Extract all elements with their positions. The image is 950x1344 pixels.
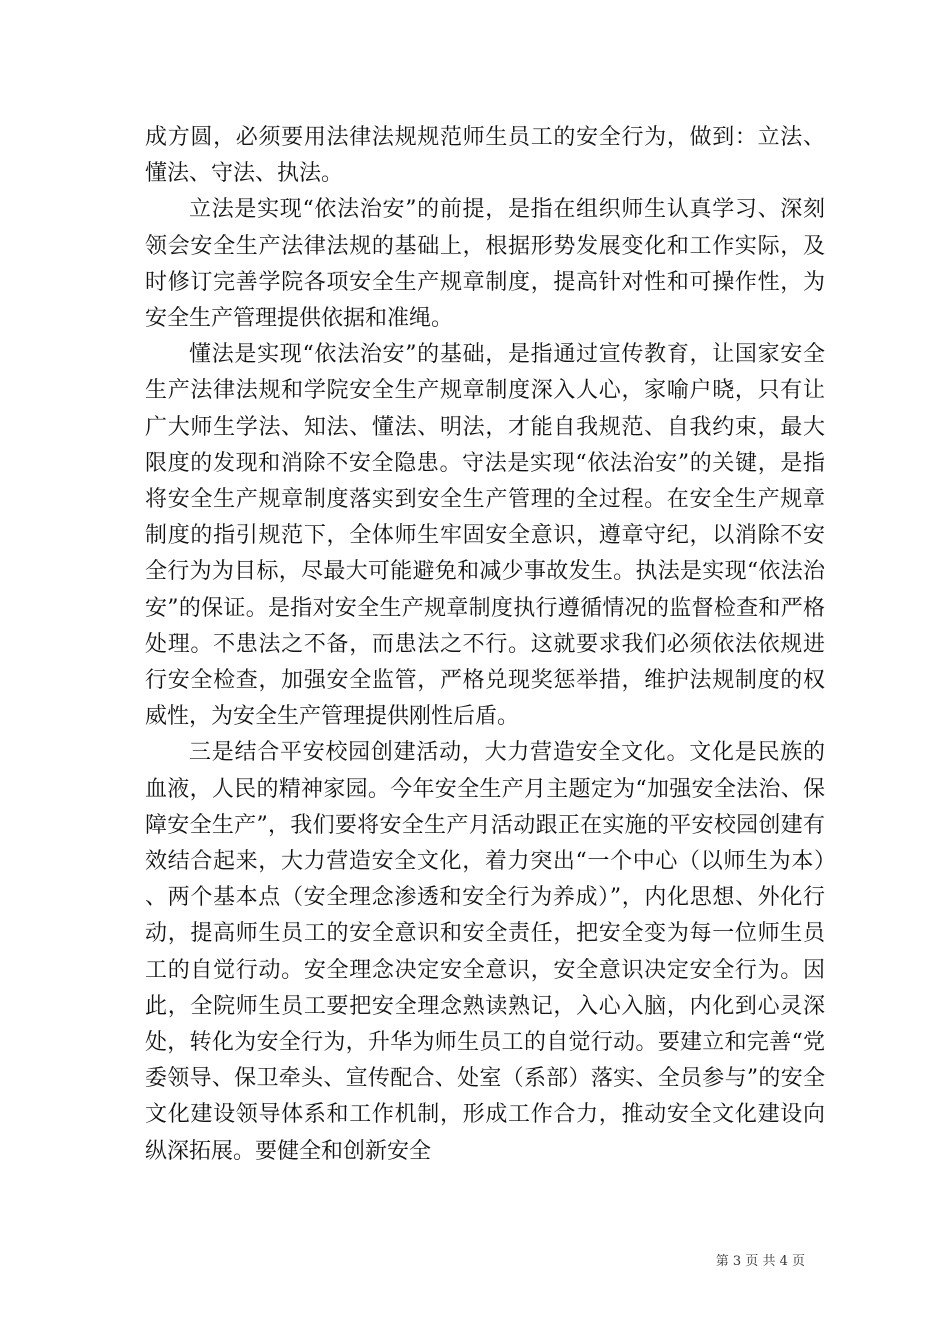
paragraph-4: 三是结合平安校园创建活动，大力营造安全文化。文化是民族的血液，人民的精神家园。今年安全生产月主题定为“加强安全法治、保障安全生产”，我们要将安全生产月活动跟正在实施的平安校园创建有效结合起来，大力营造安全文化，着力突出“一个中心（以师生为本）、两个基本点（安全理念渗透和安全行为养成）”，内化思想、外化行动，提高师生员工的安全意识和安全责任，把安全变为每一位师生员工的自觉行动。安全理念决定安全意识，安全意识决定安全行为。因此，全院师生员工要把安全理念熟读熟记，入心入脑，内化到心灵深处，转化为安全行为，升华为师生员工的自觉行动。要建立和完善“党委领导、保卫牵头、宣传配合、处室（系部）落实、全员参与”的安全文化建设领导体系和工作机制，形成工作合力，推动安全文化建设向纵深拓展。要健全和创新安全 bbox=[145, 740, 825, 1164]
page-number-footer: 第 3 页 共 4 页 bbox=[715, 1254, 805, 1269]
paragraph-1: 成方圆，必须要用法律法规规范师生员工的安全行为，做到：立法、懂法、守法、执法。 bbox=[145, 125, 825, 187]
paragraph-2: 立法是实现“依法治安”的前提，是指在组织师生认真学习、深刻领会安全生产法律法规的基础上，根据形势发展变化和工作实际，及时修订完善学院各项安全生产规章制度，提高针对性和可操作性，为安全生产管理提供依据和准绳。 bbox=[145, 197, 825, 332]
paragraph-3: 懂法是实现“依法治安”的基础，是指通过宣传教育，让国家安全生产法律法规和学院安全生产规章制度深入人心，家喻户晓，只有让广大师生学法、知法、懂法、明法，才能自我规范、自我约束，最大限度的发现和消除不安全隐患。守法是实现“依法治安”的关键，是指将安全生产规章制度落实到安全生产管理的全过程。在安全生产规章制度的指引规范下，全体师生牢固安全意识，遵章守纪，以消除不安全行为为目标，尽最大可能避免和减少事故发生。执法是实现“依法治安”的保证。是指对安全生产规章制度执行遵循情况的监督检查和严格处理。不患法之不备，而患法之不行。这就要求我们必须依法依规进行安全检查，加强安全监管，严格兑现奖惩举措，维护法规制度的权威性，为安全生产管理提供刚性后盾。 bbox=[145, 342, 825, 730]
document-body bbox=[145, 120, 825, 1170]
